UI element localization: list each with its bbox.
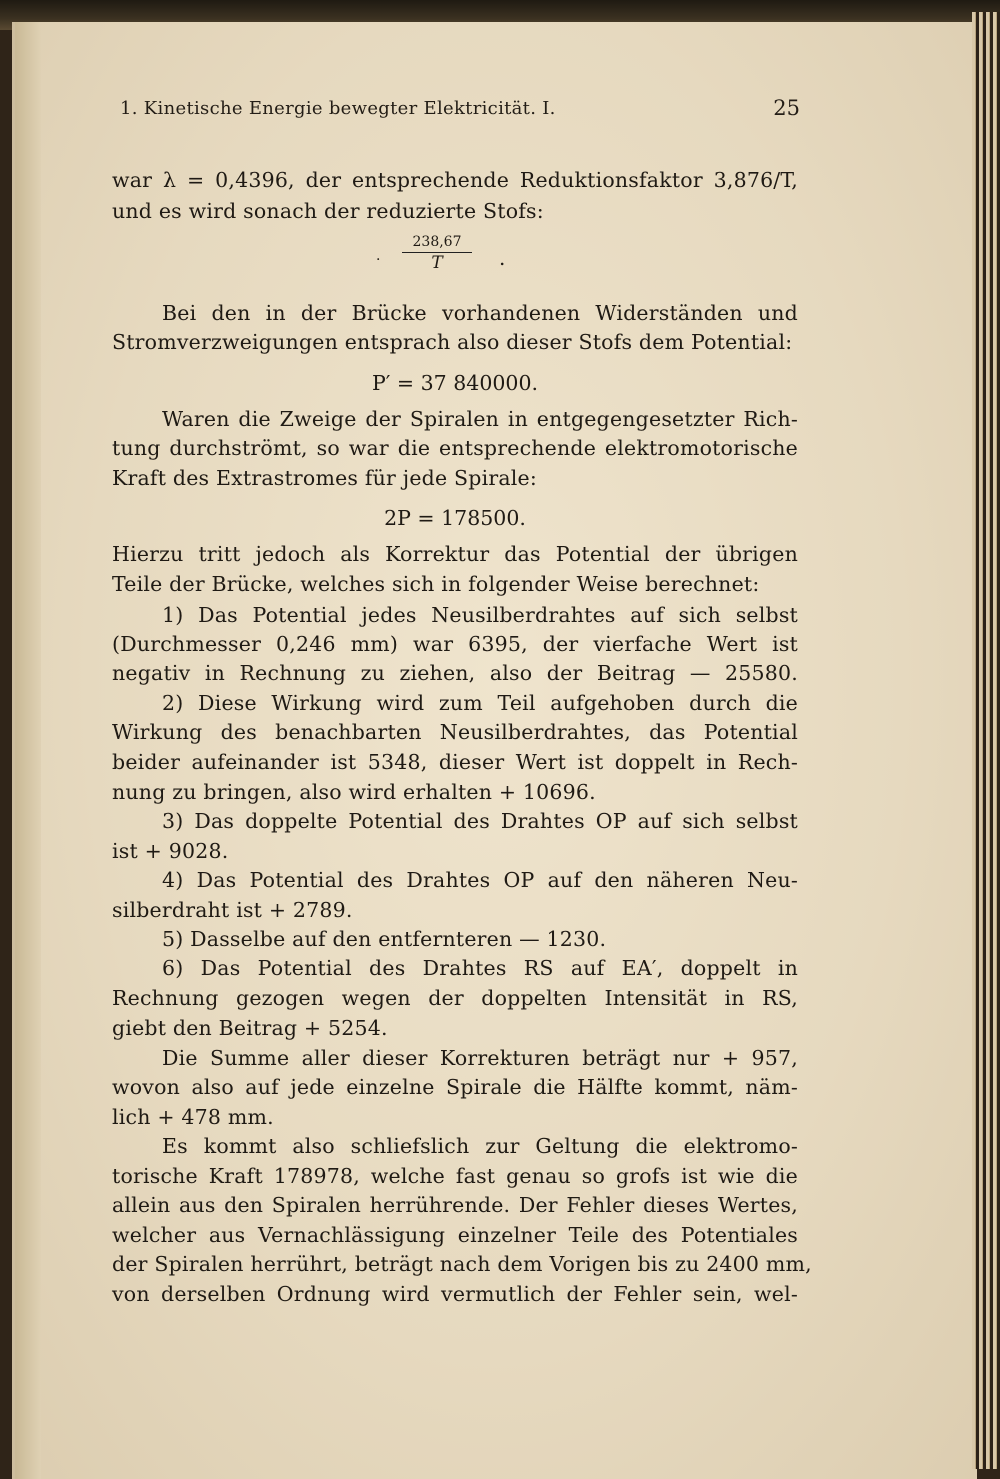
header-title: 1. Kinetische Energie bewegter Elektricität. I. — [120, 98, 556, 119]
text-line: welcher aus Vernachlässigung einzelner Teile des Potentiales — [112, 1223, 798, 1247]
text-line: lich + 478 mm. — [112, 1105, 274, 1129]
text-line: Hierzu tritt jedoch als Korrektur das Potential der übrigen — [112, 542, 798, 566]
text-line: nung zu bringen, also wird erhalten + 10696. — [112, 780, 596, 804]
text-line: Teile der Brücke, welches sich in folgender Weise berechnet: — [112, 572, 760, 596]
text-line: torische Kraft 178978, welche fast genau so grofs ist wie die — [112, 1164, 798, 1188]
text-line: 3) Das doppelte Potential des Drahtes OP auf sich selbst — [162, 809, 798, 833]
text-line: ist + 9028. — [112, 839, 229, 863]
text-line: allein aus den Spiralen herrührende. Der Fehler dieses Wertes, — [112, 1193, 798, 1217]
text-line: 2) Diese Wirkung wird zum Teil aufgehoben durch die — [162, 691, 798, 715]
text-line: Bei den in der Brücke vorhandenen Widerständen und — [162, 301, 798, 325]
equation-dot: · — [376, 252, 381, 268]
text-line: Waren die Zweige der Spiralen in entgegengesetzter Rich- — [162, 407, 798, 431]
text-line: Wirkung des benachbarten Neusilberdrahtes, das Potential — [112, 720, 798, 744]
text-line: und es wird sonach der reduzierte Stofs: — [112, 199, 544, 223]
binding-gutter — [15, 22, 41, 1479]
text-line: der Spiralen herrührt, beträgt nach dem Vorigen bis zu 2400 mm, — [112, 1252, 812, 1276]
text-line: 4) Das Potential des Drahtes OP auf den näheren Neu- — [162, 868, 798, 892]
text-line: tung durchströmt, so war die entsprechende elektromotorische — [112, 436, 798, 460]
text-line: Stromverzweigungen entsprach also dieser Stofs dem Potential: — [112, 330, 793, 354]
equation-2p: 2P = 178500. — [384, 506, 526, 530]
fraction-equation — [402, 234, 472, 273]
equation-potential: P′ = 37 840000. — [371, 371, 539, 395]
running-header — [120, 98, 800, 126]
text-line: 6) Das Potential des Drahtes RS auf EA′, doppelt in — [162, 956, 798, 980]
text-line: 1) Das Potential jedes Neusilberdrahtes auf sich selbst — [162, 603, 798, 627]
text-line: (Durchmesser 0,246 mm) war 6395, der vierfache Wert ist — [112, 632, 798, 656]
text-line: Rechnung gezogen wegen der doppelten Intensität in RS, — [112, 986, 798, 1010]
text-line: Kraft des Extrastromes für jede Spirale: — [112, 466, 537, 490]
equation-period: . — [499, 246, 506, 270]
text-line: beider aufeinander ist 5348, dieser Wert ist doppelt in Rech- — [112, 750, 798, 774]
text-line: giebt den Beitrag + 5254. — [112, 1016, 388, 1040]
text-line: Die Summe aller dieser Korrekturen beträgt nur + 957, — [162, 1046, 798, 1070]
fraction-numerator: 238,67 — [402, 234, 472, 253]
text-line: negativ in Rechnung zu ziehen, also der Beitrag — 25580. — [112, 661, 798, 685]
text-line: Es kommt also schliefslich zur Geltung die elektromo- — [162, 1134, 798, 1158]
text-line: silberdraht ist + 2789. — [112, 898, 353, 922]
text-line: von derselben Ordnung wird vermutlich der Fehler sein, wel- — [112, 1282, 798, 1306]
page-stack-edge — [972, 12, 1000, 1469]
text-line: 5) Dasselbe auf den entfernteren — 1230. — [162, 927, 607, 951]
text-line: wovon also auf jede einzelne Spirale die Hälfte kommt, näm- — [112, 1075, 798, 1099]
fraction-denominator: T — [431, 253, 443, 273]
page-number: 25 — [773, 96, 800, 120]
text-line: war λ = 0,4396, der entsprechende Reduktionsfaktor 3,876/T, — [112, 168, 798, 192]
